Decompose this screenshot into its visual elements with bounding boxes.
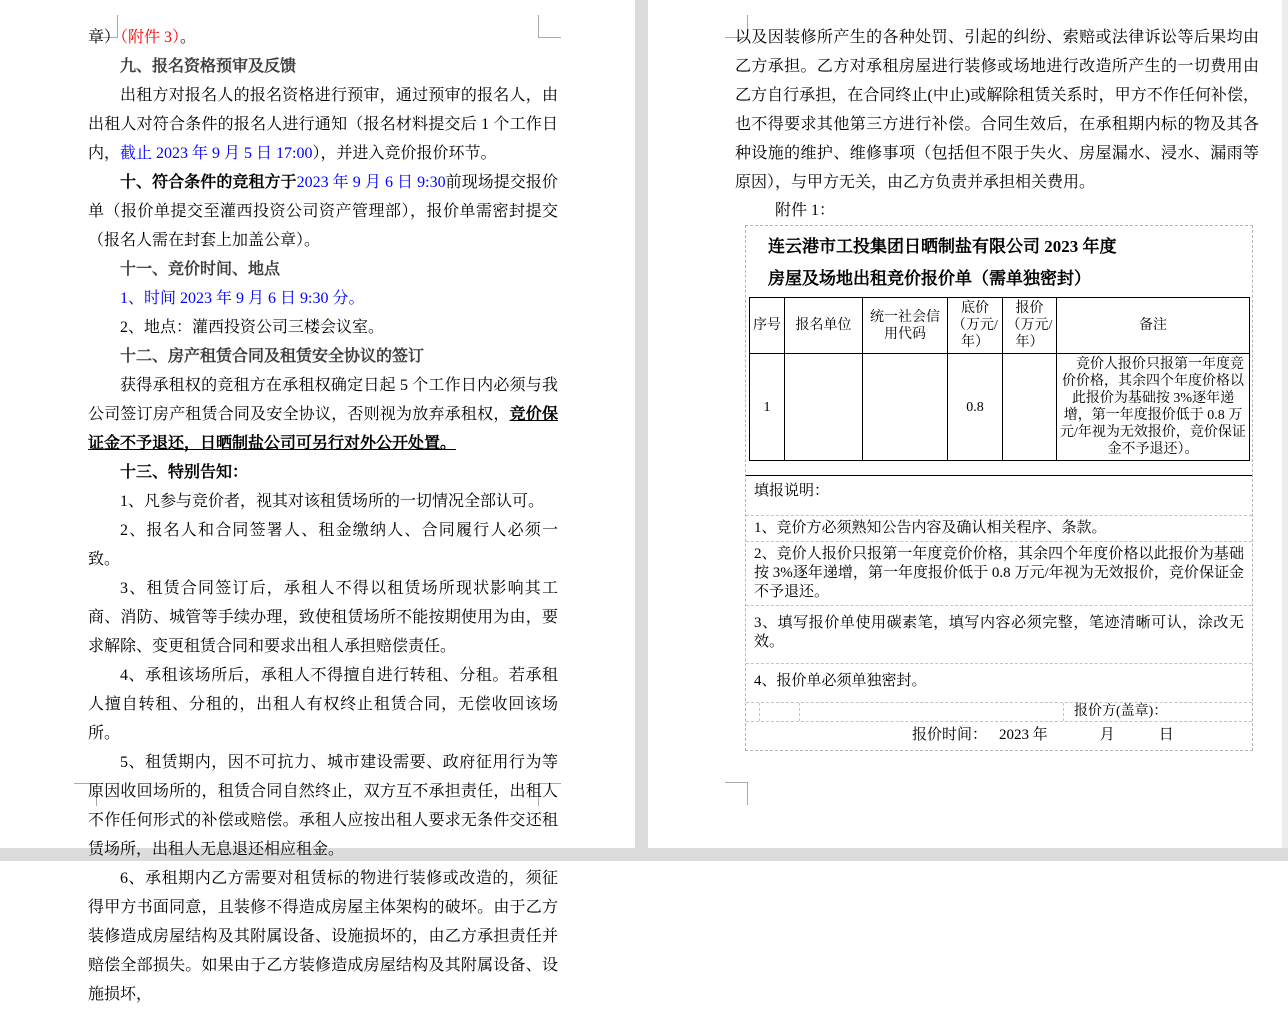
clause-10-heading-run: 十、符合条件的竞租方于: [120, 174, 297, 191]
quotation-table: [749, 297, 1250, 461]
filling-instruction-3: 3、填写报价单使用碳素笔，填写内容必须完整，笔迹清晰可认，涂改无效。: [746, 605, 1252, 663]
date-day-label: 日: [1158, 727, 1174, 743]
cell-bid-price-input[interactable]: [1003, 354, 1057, 461]
cell-seq: 1: [750, 354, 785, 461]
quotation-form-title-line2: 房屋及场地出租竞价报价单（需单独密封）: [768, 269, 1091, 288]
quotation-table-header-row: [750, 298, 1250, 354]
clause-13-item-5: 5、租赁期内，因不可抗力、城市建设需要、政府征用行为等原因收回场所的，租赁合同自然终止，双方互不承担责任，出租人不作任何形式的补偿或赔偿。承租人应按出租人要求无条件交还租赁场所，出租人无息退还相应租金。: [88, 754, 558, 858]
clause-13-item-1: 1、凡参与竞价者，视其对该租赁场所的一切情况全部认可。: [120, 493, 545, 510]
filling-instruction-1: 1、竞价方必须熟知公告内容及确认相关程序、条款。: [746, 515, 1252, 541]
col-bidder: 报名单位: [785, 298, 863, 354]
col-bid-price: 报价（万元/年）: [1003, 298, 1057, 354]
page-right-edge: [1282, 0, 1288, 848]
signature-row: [746, 702, 1252, 721]
filling-instruction-2: 2、竞价人报价只报第一年度竞价价格，其余四个年度价格以此报价为基础按 3%逐年递增，第一年度报价低于 0.8 万元/年视为无效报价，竞价保证金不予退还。: [746, 541, 1252, 605]
document-page-right[interactable]: [648, 0, 1282, 848]
clause-13-heading: 十三、特别告知：: [120, 464, 249, 481]
clause-12-heading: 十二、房产租赁合同及租赁安全协议的签订: [120, 348, 425, 365]
clause-13-item-2: 2、报名人和合同签署人、租金缴纳人、合同履行人必须一致。: [88, 522, 558, 568]
clause-11-item-time: 1、时间 2023 年 9 月 6 日 9:30 分。: [120, 290, 365, 307]
cell-remark: 竞价人报价只报第一年度竞价价格，其余四个年度价格以此报价为基础按 3%逐年递增，第一年度报价低于 0.8 万元/年视为无效报价，竞价保证金不予退还）。: [1057, 354, 1250, 461]
quotation-table-row: [750, 354, 1250, 461]
text-run: 前现场提交报价单（报价单提交至灌西投资公司资产管理部），报价单需密封提交（报名人需在封套上加盖公章）。: [88, 174, 558, 249]
attachment-3-reference: （附件 3）: [120, 29, 181, 46]
clause-13-item-6-continuation: 以及因装修所产生的各种处罚、引起的纠纷、索赔或法律诉讼等后果均由乙方承担。乙方对承租房屋进行装修或场地进行改造所产生的一切费用由乙方自行承担，在合同终止(中止)或解除租赁关系时，甲方不作任何补偿，也不得要求其他第三方进行补偿。合同生效后，在承租期内标的物及其各种设施的维护、维修事项（包括但不限于失火、房屋漏水、浸水、漏雨等原因），与甲方无关，由乙方负责并承担相关费用。: [735, 29, 1259, 191]
clause-12-body: [88, 371, 558, 458]
document-page-left[interactable]: [0, 0, 635, 1003]
clause-13-item-4: 4、承租该场所后，承租人不得擅自进行转租、分租。若承租人擅自转租、分租的，出租人有权终止租赁合同，无偿收回该场所。: [88, 667, 558, 742]
col-credit-code: 统一社会信用代码: [863, 298, 948, 354]
date-month-label: 月: [1099, 727, 1115, 743]
col-base-price: 底价（万元/年）: [948, 298, 1003, 354]
col-seq: 序号: [750, 298, 785, 354]
page-gap: [635, 0, 648, 848]
deadline-date: 截止 2023 年 9 月 5 日 17:00: [120, 145, 313, 162]
submission-date: 2023 年 9 月 6 日 9:30: [296, 174, 446, 191]
quotation-form-title-line1: 连云港市工投集团日晒制盐有限公司 2023 年度: [768, 237, 1117, 256]
clause-9-heading: 九、报名资格预审及反馈: [120, 58, 297, 75]
filling-instructions: [746, 475, 1252, 750]
forfeit-warning-run: 竞价保证金不予退还，日晒制盐公司可另行对外公开处置。: [88, 406, 558, 452]
signature-empty-cell: [800, 703, 1064, 721]
page-left-text: [88, 23, 558, 1009]
attachment-1-quotation-form: [745, 225, 1253, 751]
signature-empty-cell: [760, 703, 800, 721]
clause-11-item-place: 2、地点：灌西投资公司三楼会议室。: [120, 319, 385, 336]
cell-bidder-input[interactable]: [785, 354, 863, 461]
signature-empty-cell: [746, 703, 760, 721]
clause-10-body: [88, 168, 558, 255]
quotation-form-title: [746, 226, 1252, 297]
text-run: ），并进入竞价报价环节。: [312, 145, 497, 162]
cell-base-price: 0.8: [948, 354, 1003, 461]
continuation-line: [88, 23, 558, 52]
bidder-seal-label: 报价方(盖章)：: [1074, 704, 1168, 719]
text-run: 章）: [88, 29, 121, 46]
date-prefix-label: 报价时间：: [912, 727, 988, 743]
attachment-1-label: 附件 1：: [775, 202, 836, 219]
clause-13-item-3: 3、租赁合同签订后，承租人不得以租赁场所现状影响其工商、消防、城管等手续办理，致使租赁场所不能按期使用为由，要求解除、变更租赁合同和要求出租人承担赔偿责任。: [88, 580, 558, 655]
cell-credit-code-input[interactable]: [863, 354, 948, 461]
date-year: 2023 年: [999, 727, 1048, 743]
text-boundary-mark: [725, 782, 748, 805]
quotation-date-row: [746, 721, 1252, 750]
clause-11-heading: 十一、竞价时间、地点: [120, 261, 281, 278]
clause-13-item-6: 6、承租期内乙方需要对租赁标的物进行装修或改造的，须征得甲方书面同意，且装修不得造成房屋主体架构的破坏。由于乙方装修造成房屋结构及其附属设备、设施损坏的，由乙方承担责任并赔偿全部损失。如果由于乙方装修造成房屋结构及其附属设备、设施损坏，: [88, 870, 558, 1003]
filling-instruction-4: 4、报价单必须单独密封。: [746, 663, 1252, 702]
text-run: 获得承租权的竞租方在承租权确定日起 5 个工作日内必须与我公司签订房产租赁合同及安全协议，否则视为放弃承租权，: [88, 377, 558, 423]
page-right-text: [735, 23, 1259, 751]
clause-9-body: [88, 81, 558, 168]
text-run: 。: [180, 29, 197, 46]
text-run: 出租方对报名人的报名资格进行预审，通过预审的报名人，由出租人对符合条件的报名人进行通知（报名材料提交后 1 个工作日内，: [88, 87, 558, 162]
filling-instructions-title: 填报说明：: [754, 483, 830, 499]
col-remark: 备注: [1057, 298, 1250, 354]
